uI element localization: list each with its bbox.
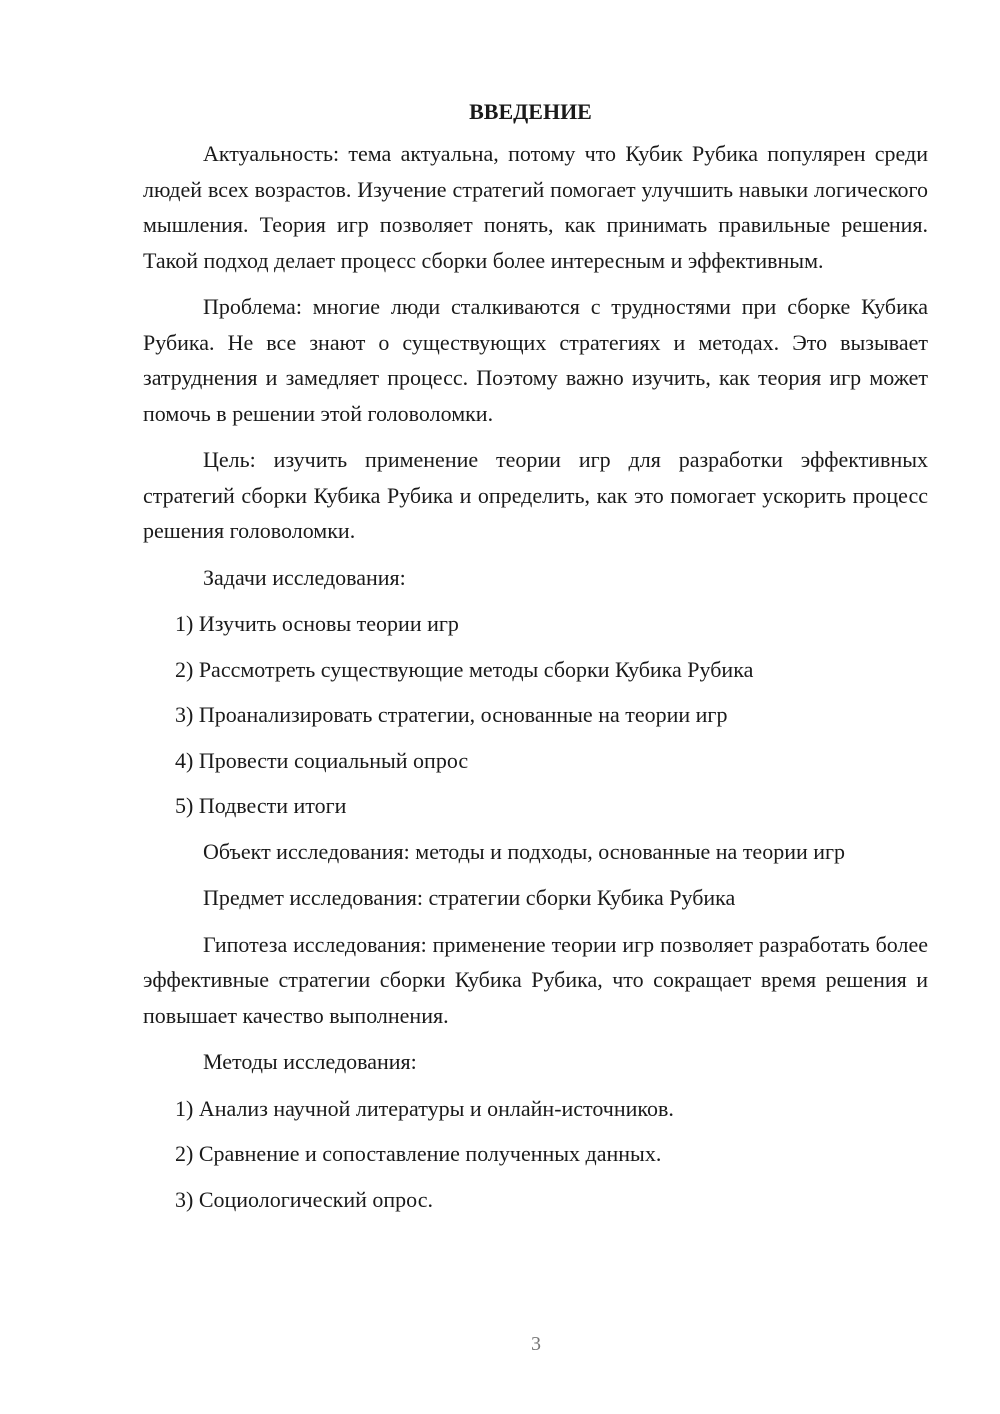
task-item: 5) Подвести итоги — [175, 793, 347, 818]
relevance-paragraph: Актуальность: тема актуальна, потому что Кубик Рубика популярен среди людей всех возрастов. Изучение стратегий помогает улучшить навыки логического мышления. Теория игр позволяет понять, как принимать правильные решения. Такой подход делает процесс сборки более интересным и эффективным. — [143, 141, 928, 273]
hypothesis-paragraph: Гипотеза исследования: применение теории игр позволяет разработать более эффективные стратегии сборки Кубика Рубика, что сокращает время решения и повышает качество выполнения. — [143, 931, 928, 1028]
object-paragraph: Объект исследования: методы и подходы, основанные на теории игр — [203, 838, 846, 864]
subject-paragraph: Предмет исследования: стратегии сборки Кубика Рубика — [203, 885, 736, 910]
goal-paragraph: Цель: изучить применение теории игр для разработки эффективных стратегий сборки Кубика Рубика и определить, как это помогает ускорить процесс решения головоломки. — [143, 447, 928, 543]
methods-list — [143, 1091, 928, 1218]
task-item: 3) Проанализировать стратегии, основанные на теории игр — [175, 702, 728, 727]
page-title: ВВЕДЕНИЕ — [469, 99, 592, 124]
method-item: 3) Социологический опрос. — [175, 1186, 433, 1212]
method-item: 2) Сравнение и сопоставление полученных данных. — [175, 1141, 662, 1166]
methods-heading: Методы исследования: — [203, 1049, 417, 1074]
tasks-list — [143, 606, 928, 824]
task-item: 4) Провести социальный опрос — [175, 747, 469, 773]
problem-paragraph: Проблема: многие люди сталкиваются с трудностями при сборке Кубика Рубика. Не все знают о существующих стратегиях и методах. Это вызывает затруднения и замедляет процесс. Поэтому важно изучить, как теория игр может помочь в решении этой головоломки. — [143, 294, 928, 426]
method-item: 1) Анализ научной литературы и онлайн-источников. — [175, 1095, 674, 1121]
task-item: 2) Рассмотреть существующие методы сборки Кубика Рубика — [175, 656, 754, 682]
task-item: 1) Изучить основы теории игр — [175, 611, 459, 636]
page-number: 3 — [531, 1333, 541, 1355]
tasks-heading: Задачи исследования: — [203, 564, 406, 590]
